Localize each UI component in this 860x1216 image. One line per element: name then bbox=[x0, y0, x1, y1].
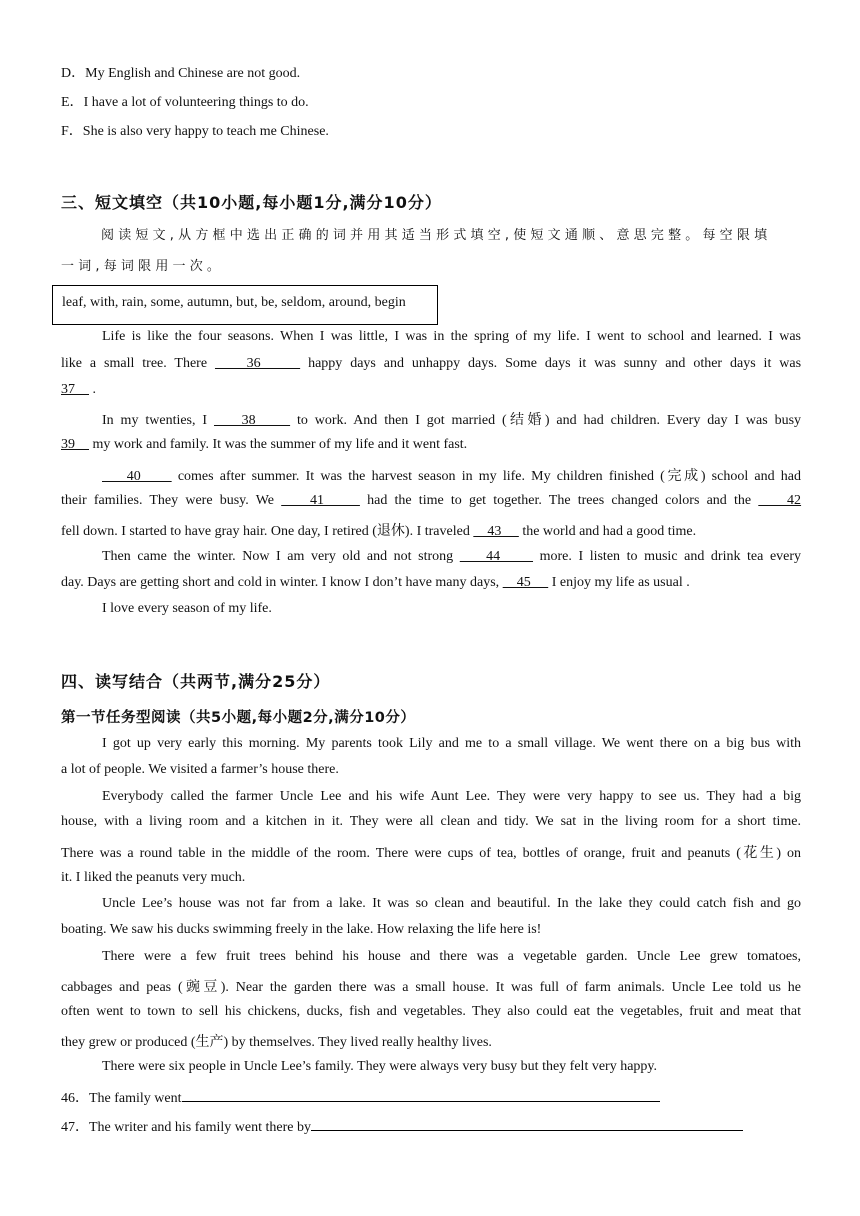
section3-instruction-line1: 阅读短文,从方框中选出正确的词并用其适当形式填空,使短文通顺、意思完整。每空限填 bbox=[101, 228, 772, 243]
reading-line: There were a few fruit trees behind his house and there was a vegetable garden. Uncle Lee grew tomatoes, bbox=[102, 949, 801, 964]
reading-line: it. I liked the peanuts very much. bbox=[61, 870, 246, 885]
reading-line: Uncle Lee’s house was not far from a lake. It was so clean and beautiful. In the lake they could catch fish and go bbox=[102, 896, 801, 911]
passage-line: 39 my work and family. It was the summer of my life and it went fast. bbox=[61, 437, 468, 452]
section3-title: 三、短文填空（共10小题,每小题1分,满分10分） bbox=[61, 193, 442, 212]
blank-43[interactable]: 43 bbox=[473, 524, 519, 539]
reading-line: they grew or produced (生产) by themselves. They lived really healthy lives. bbox=[61, 1035, 492, 1050]
blank-42[interactable]: 42 bbox=[758, 493, 802, 508]
passage-line: fell down. I started to have gray hair. One day, I retired (退休). I traveled 43 the world and had a good time. bbox=[61, 524, 697, 539]
passage-line: In my twenties, I 38 to work. And then I got married (结婚) and had children. Every day I was busy bbox=[102, 413, 802, 428]
answer-line-47[interactable] bbox=[311, 1118, 743, 1131]
word-box bbox=[52, 285, 438, 325]
option-d: D．My English and Chinese are not good. bbox=[61, 66, 301, 81]
reading-line: house, with a living room and a kitchen in it. They were all clean and tidy. We sat in the living room for a short time. bbox=[61, 814, 801, 829]
word-box-text: leaf, with, rain, some, autumn, but, be, seldom, around, begin bbox=[62, 295, 406, 310]
reading-line: There was a round table in the middle of the room. There were cups of tea, bottles of orange, fruit and peanuts (花生) on bbox=[61, 846, 801, 861]
option-f: F．She is also very happy to teach me Chinese. bbox=[61, 124, 329, 139]
reading-line: I got up very early this morning. My parents took Lily and me to a small village. We went there on a big bus with bbox=[102, 736, 801, 751]
answer-line-46[interactable] bbox=[182, 1089, 660, 1102]
reading-line: often went to town to sell his chickens, ducks, fish and vegetables. They also could eat the vegetables, fruit and meat that bbox=[61, 1004, 801, 1019]
section4-title: 四、读写结合（共两节,满分25分） bbox=[61, 672, 331, 691]
reading-line: cabbages and peas (豌豆). Near the garden there was a small house. It was full of farm animals. Uncle Lee told us he bbox=[61, 980, 801, 995]
section4-subtitle: 第一节任务型阅读（共5小题,每小题2分,满分10分） bbox=[61, 710, 416, 726]
passage-line: 40 comes after summer. It was the harvest season in my life. My children finished (完成) school and had bbox=[102, 469, 802, 484]
blank-39[interactable]: 39 bbox=[61, 437, 89, 452]
reading-line: a lot of people. We visited a farmer’s house there. bbox=[61, 762, 339, 777]
section3-instruction-line2: 一词,每词限用一次。 bbox=[61, 259, 225, 274]
question-46: 46．The family went bbox=[61, 1087, 660, 1107]
question-47: 47．The writer and his family went there by bbox=[61, 1116, 743, 1136]
blank-36[interactable]: 36 bbox=[214, 356, 301, 371]
reading-line: Everybody called the farmer Uncle Lee and his wife Aunt Lee. They were very happy to see us. They had a big bbox=[102, 789, 801, 804]
passage-line: I love every season of my life. bbox=[102, 601, 272, 616]
option-e: E．I have a lot of volunteering things to do. bbox=[61, 95, 309, 110]
blank-38[interactable]: 38 bbox=[213, 413, 291, 428]
blank-45[interactable]: 45 bbox=[502, 575, 549, 590]
passage-line: 37 . bbox=[61, 382, 96, 397]
blank-37[interactable]: 37 bbox=[61, 382, 89, 397]
blank-41[interactable]: 41 bbox=[281, 493, 360, 508]
blank-40[interactable]: 40 bbox=[102, 469, 172, 484]
passage-line: their families. They were busy. We 41 had the time to get together. The trees changed colors and the 42 bbox=[61, 493, 802, 508]
passage-line: Then came the winter. Now I am very old and not strong 44 more. I listen to music and drink tea every bbox=[102, 549, 802, 564]
blank-44[interactable]: 44 bbox=[459, 549, 534, 564]
reading-line: boating. We saw his ducks swimming freely in the lake. How relaxing the life here is! bbox=[61, 922, 542, 937]
passage-line: Life is like the four seasons. When I was little, I was in the spring of my life. I went to school and learned. I was bbox=[102, 329, 801, 344]
passage-line: like a small tree. There 36 happy days and unhappy days. Some days it was sunny and other days it was bbox=[61, 356, 802, 371]
passage-line: day. Days are getting short and cold in winter. I know I don’t have many days, 45 I enjoy my life as usual . bbox=[61, 575, 690, 590]
reading-line: There were six people in Uncle Lee’s family. They were always very busy but they felt very happy. bbox=[102, 1059, 658, 1074]
